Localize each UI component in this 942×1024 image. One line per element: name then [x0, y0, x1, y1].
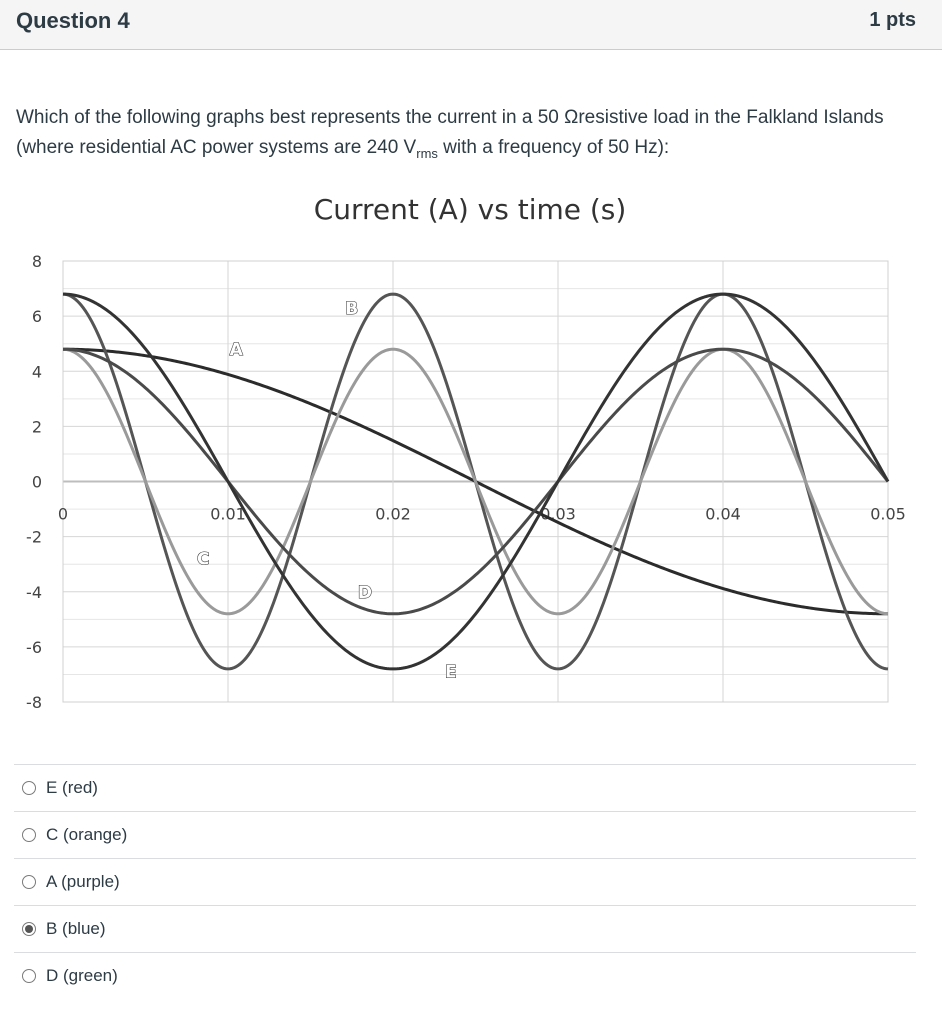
- chart-title: Current (A) vs time (s): [313, 193, 627, 226]
- radio-button[interactable]: [22, 922, 36, 936]
- answer-label: A (purple): [46, 872, 120, 891]
- question-text-part1: Which of the following graphs best represents the current in a 50: [16, 107, 565, 128]
- y-tick-label: 4: [31, 362, 42, 382]
- answer-option[interactable]: [14, 858, 916, 905]
- ohm-symbol: Ω: [564, 107, 579, 128]
- answer-label: D (green): [46, 966, 118, 985]
- question-header: [0, 0, 942, 50]
- current-vs-time-chart: [0, 180, 942, 720]
- y-tick-label: -4: [26, 582, 42, 602]
- y-tick-label: -8: [26, 693, 42, 712]
- radio-button[interactable]: [22, 969, 36, 983]
- y-tick-label: -2: [26, 527, 42, 547]
- radio-button[interactable]: [22, 875, 36, 889]
- y-tick-label: 8: [31, 252, 42, 271]
- curve-label-C: C: [197, 549, 210, 570]
- y-tick-label: 0: [31, 472, 42, 492]
- answer-label: B (blue): [46, 919, 106, 938]
- chart-container: [0, 180, 942, 720]
- x-tick-label: 0.05: [870, 504, 906, 524]
- radio-button[interactable]: [22, 828, 36, 842]
- answer-option[interactable]: [14, 764, 916, 811]
- question-title: Question 4: [16, 8, 130, 33]
- answer-label: E (red): [46, 778, 98, 797]
- x-tick-label: 0.02: [375, 504, 411, 524]
- x-tick-label: 0.01: [210, 504, 246, 524]
- question-text-part2: resistive load in the Falkland Islands (where residential AC power systems are 240 V: [16, 107, 884, 158]
- y-tick-label: 2: [31, 417, 42, 437]
- question-text-part3: with a frequency of 50 Hz):: [437, 137, 670, 158]
- answer-label: C (orange): [46, 825, 128, 844]
- question-points: 1 pts: [869, 9, 916, 31]
- question-text: [16, 103, 916, 163]
- y-tick-label: -6: [26, 637, 42, 657]
- curve-label-E: E: [444, 662, 457, 683]
- y-tick-label: 6: [31, 307, 42, 327]
- answer-option[interactable]: [14, 811, 916, 858]
- answer-list: [14, 764, 916, 999]
- x-tick-label: 0.03: [540, 504, 576, 524]
- rms-subscript: rms: [416, 145, 438, 161]
- x-tick-label: 0.04: [705, 504, 741, 524]
- answer-option[interactable]: [14, 952, 916, 999]
- curve-label-A: A: [229, 340, 243, 361]
- radio-button[interactable]: [22, 781, 36, 795]
- x-tick-label: 0: [57, 504, 69, 524]
- curve-label-B: B: [345, 298, 359, 319]
- answer-option[interactable]: [14, 905, 916, 952]
- curve-label-D: D: [357, 582, 373, 603]
